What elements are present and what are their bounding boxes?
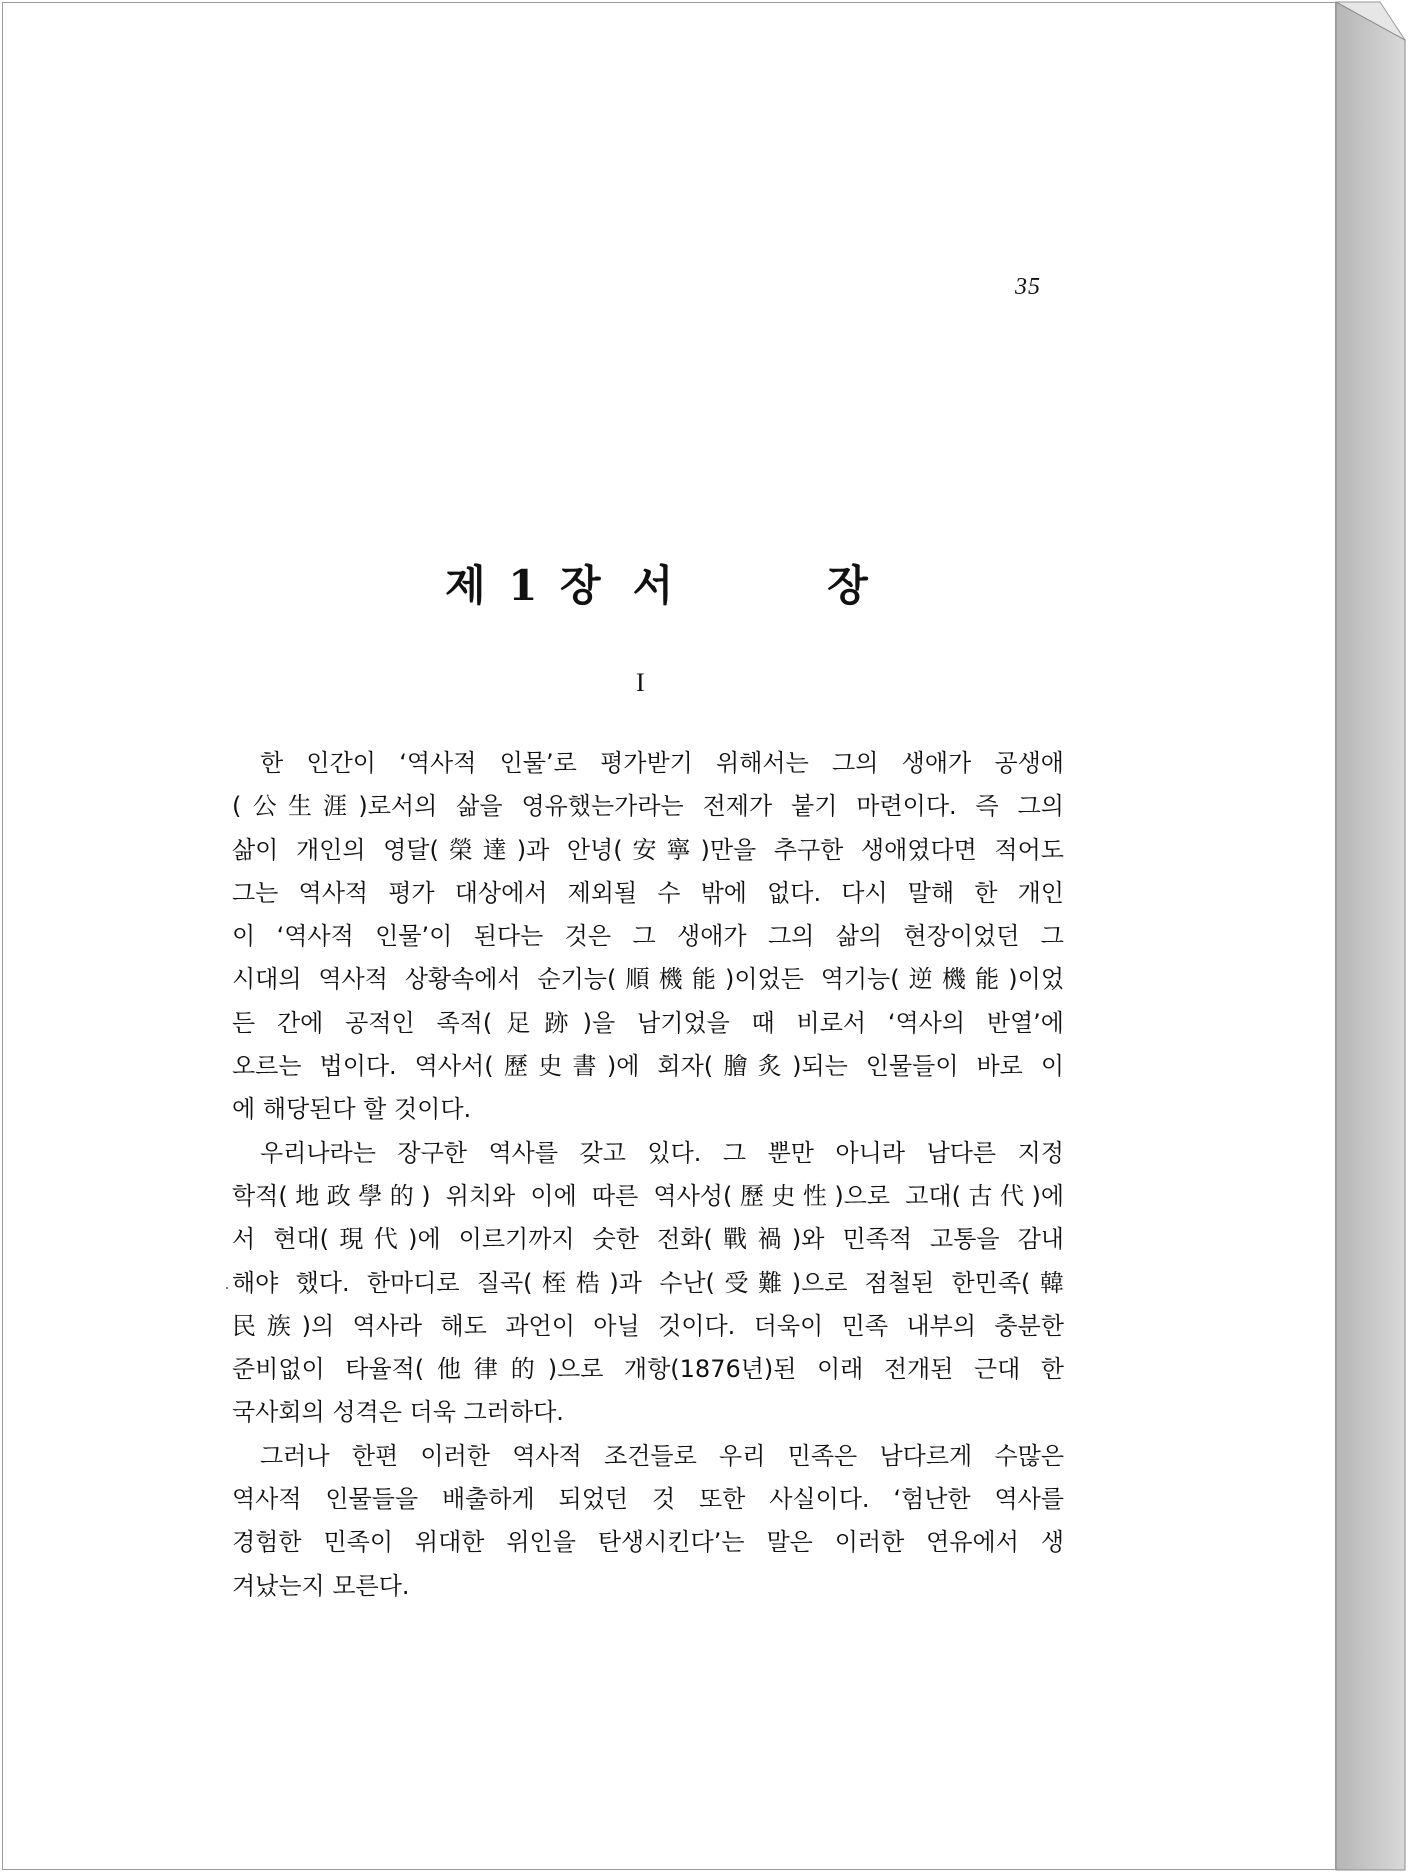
chapter-title xyxy=(445,553,872,613)
paragraph-1-line: 에 해당된다 할 것이다. xyxy=(232,1095,472,1124)
paragraph-1-line: (公生涯)로서의 삶을 영유했는가라는 전제가 붙기 마련이다. 즉 그의 xyxy=(232,792,1064,821)
paragraph-1-line: 시대의 역사적 상황속에서 순기능(順機能)이었든 역기능(逆機能)이었 xyxy=(232,965,1064,994)
section-numeral: I xyxy=(636,668,645,697)
chapter-number: 제 1 장 xyxy=(445,561,605,610)
paragraph-2-line: 국사회의 성격은 더욱 그러하다. xyxy=(232,1398,564,1427)
paragraph-3-line: 경험한 민족이 위대한 위인을 탄생시킨다’는 말은 이러한 연유에서 생 xyxy=(232,1528,1064,1557)
paragraph-1-line: 삶이 개인의 영달(榮達)과 안녕(安寧)만을 추구한 생애였다면 적어도 xyxy=(232,835,1064,864)
paragraph-1-line: 한 인간이 ‘역사적 인물’로 평가받기 위해서는 그의 생애가 공생애 xyxy=(260,749,1064,777)
chapter-word-1: 서 xyxy=(632,561,678,610)
paragraph-3-line: 역사적 인물들을 배출하게 되었던 것 또한 사실이다. ‘험난한 역사를 xyxy=(232,1485,1064,1514)
paragraph-1-line: 든 간에 공적인 족적(足跡)을 남기었을 때 비로서 ‘역사의 반열’에 xyxy=(232,1008,1064,1037)
scan-speck xyxy=(226,1287,228,1289)
paragraph-3-line: 그러나 한편 이러한 역사적 조건들로 우리 민족은 남다르게 수많은 xyxy=(260,1441,1064,1470)
paragraph-2-line: 준비없이 타율적(他律的)으로 개항(1876년)된 이래 전개된 근대 한 xyxy=(232,1355,1064,1384)
paragraph-2-line: 서 현대(現代)에 이르기까지 숫한 전화(戰禍)와 민족적 고통을 감내 xyxy=(232,1225,1064,1254)
body-text xyxy=(232,742,1064,1608)
paragraph-2-line: 해야 했다. 한마디로 질곡(桎梏)과 수난(受難)으로 점철된 한민족(韓 xyxy=(232,1268,1064,1297)
chapter-word-2: 장 xyxy=(827,561,872,610)
paragraph-1-line: 오르는 법이다. 역사서(歷史書)에 회자(膾炙)되는 인물들이 바로 이 xyxy=(232,1052,1064,1081)
paragraph-2-line: 학적(地政學的) 위치와 이에 따른 역사성(歷史性)으로 고대(古代)에 xyxy=(232,1181,1064,1210)
book-side-edge xyxy=(1336,2,1405,1870)
paragraph-1-line: 그는 역사적 평가 대상에서 제외될 수 밖에 없다. 다시 말해 한 개인 xyxy=(232,878,1064,907)
book-top-edge xyxy=(1336,2,1405,40)
paragraph-3-line: 겨났는지 모른다. xyxy=(232,1571,410,1600)
paragraph-1-line: 이 ‘역사적 인물’이 된다는 것은 그 생애가 그의 삶의 현장이었던 그 xyxy=(232,922,1064,951)
paragraph-2-line: 우리나라는 장구한 역사를 갖고 있다. 그 뿐만 아니라 남다른 지정 xyxy=(260,1138,1064,1167)
paragraph-2-line: 民族)의 역사라 해도 과언이 아닐 것이다. 더욱이 민족 내부의 충분한 xyxy=(232,1311,1064,1340)
page-number: 35 xyxy=(1015,274,1041,300)
